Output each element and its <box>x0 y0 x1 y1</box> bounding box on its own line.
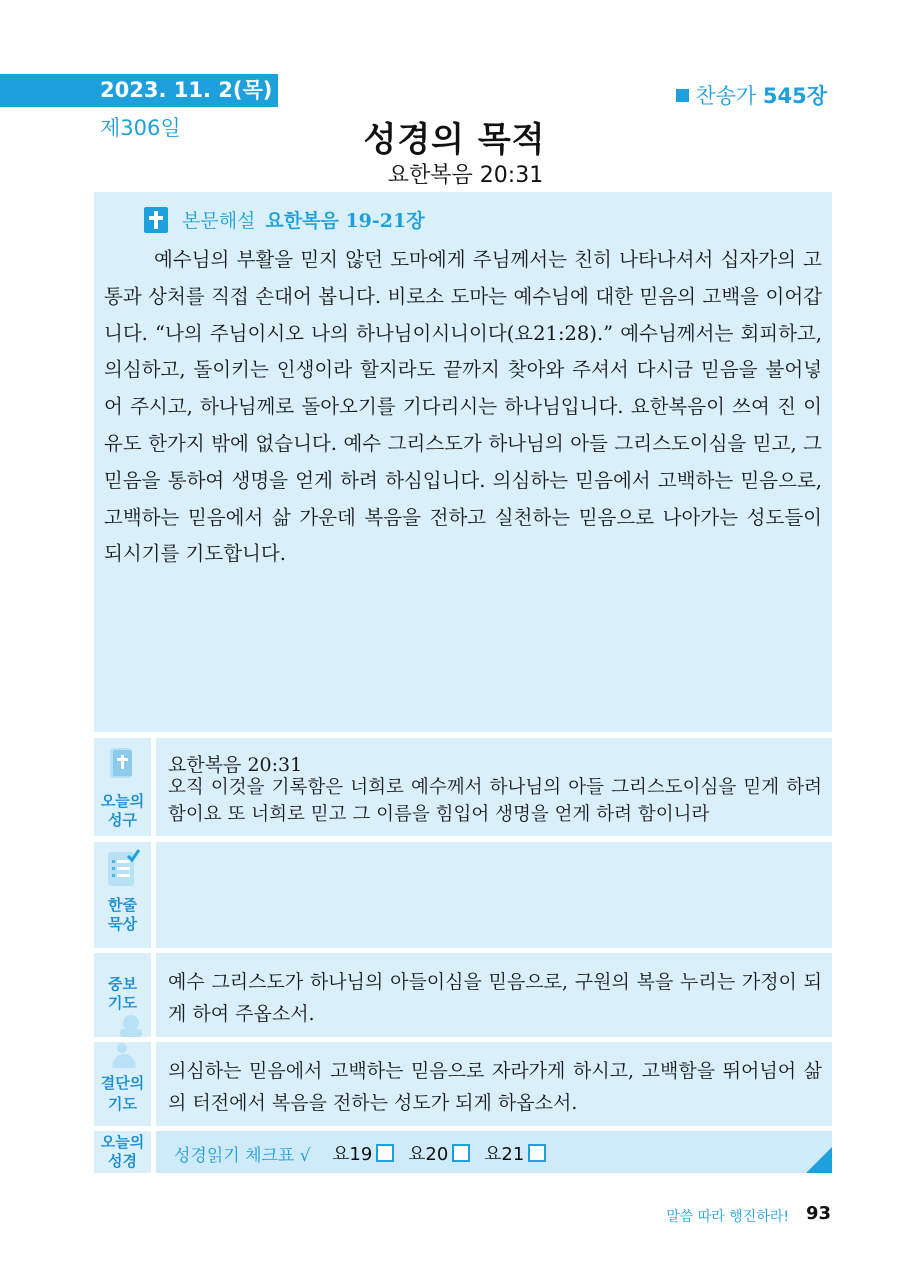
intercession-content <box>156 953 832 1037</box>
reading-row <box>94 1131 832 1173</box>
meditation-row <box>94 842 832 948</box>
corner-triangle-icon <box>806 1147 832 1173</box>
resolution-text: 의심하는 믿음에서 고백하는 믿음으로 자라가게 하시고, 고백함을 뛰어넘어 삶의 터전에서 복음을 전하는 성도가 되게 하옵소서. <box>168 1060 822 1114</box>
hymn-label: 찬송가 <box>695 84 757 108</box>
reading-check-item[interactable] <box>408 1140 470 1166</box>
scripture-reference: 요한복음 20:31 <box>387 163 544 188</box>
intercession-row <box>94 953 832 1037</box>
checkbox[interactable] <box>376 1144 394 1162</box>
reading-label-1: 오늘의 <box>100 1133 145 1151</box>
resolution-label-2: 기도 <box>108 1095 137 1113</box>
resolution-content <box>156 1042 832 1126</box>
reading-check-label: 성경읽기 체크표 √ <box>174 1146 311 1166</box>
verse-text: 오직 이것을 기록함은 너희로 예수께서 하나님의 아들 그리스도이심을 믿게 하려 함이요 또 너희로 믿고 그 이름을 힘입어 생명을 얻게 하려 함이니라 <box>168 777 822 825</box>
checkbox[interactable] <box>528 1144 546 1162</box>
today-verse-sidebar <box>94 738 151 836</box>
commentary-body: 예수님의 부활을 믿지 않던 도마에게 주님께서는 친히 나타나셔서 십자가의 고통과 상처를 직접 손대어 봅니다. 비로소 도마는 예수님에 대한 믿음의 고백을 이어갑니다. “나의 주님이시오 나의 하나님이시니이다(요21:28).” 예수님께서는 회피하고, 의심하고, 돌이키는 인생이라 할지라도 끝까지 찾아와 주셔서 다시금 믿음을 불어넣어 주시고, 하나님께로 돌아오기를 기다리시는 하나님입니다. 요한복음이 쓰여 진 이유도 한가지 밖에 없습니다. 예수 그리스도가 하나님의 아들 그리스도이심을 믿고, 그 믿음을 통하여 생명을 얻게 하려 하심입니다. 의심하는 믿음에서 고백하는 믿음으로, 고백하는 믿음에서 삶 가운데 복음을 전하고 실천하는 믿음으로 나아가는 성도들이 되시기를 기도합니다. <box>104 248 822 566</box>
square-bullet-icon <box>676 89 689 102</box>
bible-cross-icon <box>144 207 168 233</box>
intercession-text: 예수 그리스도가 하나님의 아들이심을 믿음으로, 구원의 복을 누리는 가정이 되게 하여 주옵소서. <box>168 971 822 1025</box>
commentary-reference: 요한복음 19-21장 <box>265 210 425 232</box>
checkbox[interactable] <box>452 1144 470 1162</box>
praying-person-icon <box>106 1042 142 1070</box>
commentary-panel <box>94 192 832 732</box>
reading-check-item[interactable] <box>332 1140 394 1166</box>
page-title: 성경의 목적 <box>363 120 546 160</box>
resolution-label-1: 결단의 <box>100 1074 145 1092</box>
today-verse-row <box>94 738 832 836</box>
bible-book-icon <box>107 746 137 782</box>
checklist-icon <box>106 848 140 890</box>
praying-hands-icon <box>114 1013 148 1037</box>
hymn-number: 545장 <box>762 84 827 108</box>
reading-check-text: 요19 <box>332 1144 373 1165</box>
meditation-sidebar <box>94 842 151 948</box>
meditation-label-1: 한줄 <box>108 896 137 914</box>
reading-check-item[interactable] <box>484 1140 546 1166</box>
day-count: 제306일 <box>100 116 181 140</box>
meditation-content[interactable] <box>156 842 832 948</box>
commentary-label: 본문해설 <box>182 210 256 232</box>
intercession-label-1: 중보 <box>108 975 137 993</box>
resolution-row <box>94 1042 832 1126</box>
reading-sidebar <box>94 1131 151 1173</box>
verse-reference: 요한복음 20:31 <box>168 754 303 776</box>
hymn-reference <box>676 80 827 110</box>
intercession-label-2: 기도 <box>108 994 137 1012</box>
reading-check-text: 요20 <box>408 1144 449 1165</box>
meditation-label-2: 묵상 <box>108 915 137 933</box>
reading-check-text: 요21 <box>484 1144 525 1165</box>
footer-slogan: 말씀 따라 행진하라! <box>666 1209 789 1225</box>
today-verse-label-1: 오늘의 <box>100 792 145 810</box>
today-verse-label-2: 성구 <box>108 811 137 829</box>
date-banner: 2023. 11. 2(목) <box>0 74 278 107</box>
commentary-header <box>144 206 425 233</box>
resolution-sidebar <box>94 1042 151 1126</box>
reading-content <box>156 1131 832 1173</box>
reading-label-2: 성경 <box>108 1152 137 1170</box>
intercession-sidebar <box>94 953 151 1037</box>
page-number: 93 <box>805 1203 831 1224</box>
today-verse-content <box>156 738 832 836</box>
